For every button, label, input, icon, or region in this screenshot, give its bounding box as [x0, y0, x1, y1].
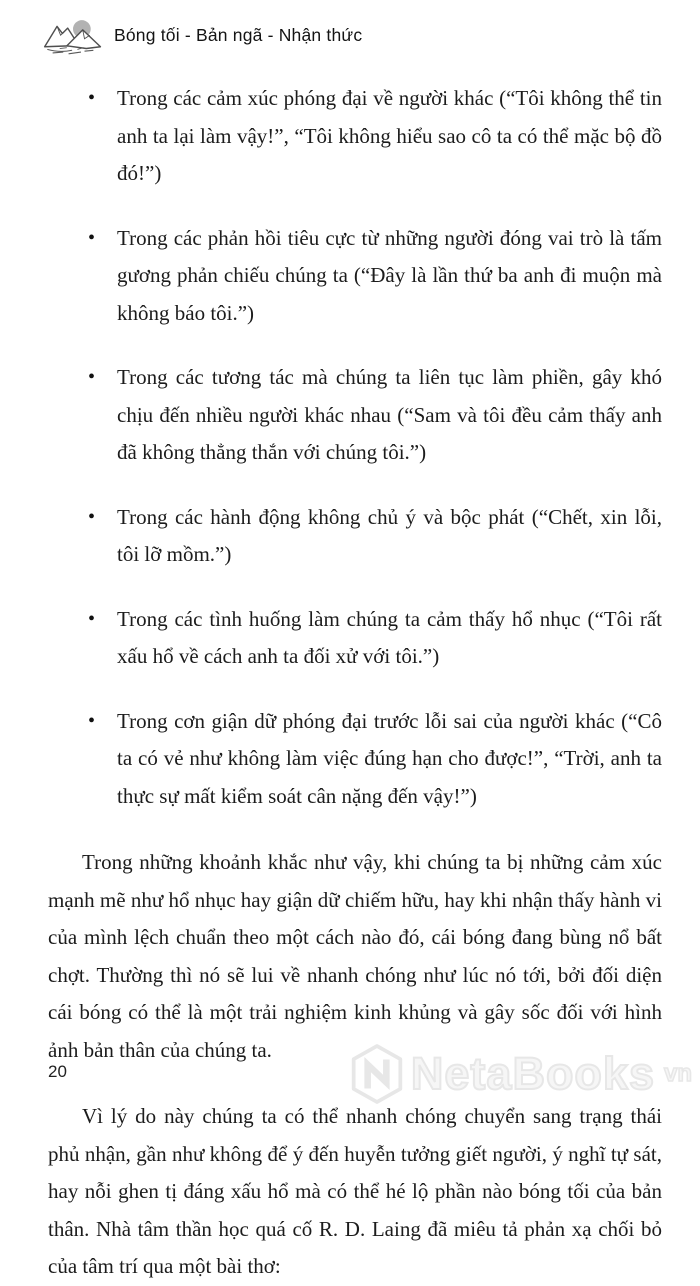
- bullet-icon: •: [88, 709, 96, 732]
- list-item: [48, 499, 662, 574]
- list-item: [48, 703, 662, 816]
- list-item-text: Trong các tình huống làm chúng ta cảm thấy hổ nhục (“Tôi rất xấu hổ về cách anh ta đối xử với tôi.”): [117, 606, 662, 668]
- bullet-icon: •: [88, 505, 96, 528]
- list-item-text: Trong các cảm xúc phóng đại về người khác (“Tôi không thể tin anh ta lại làm vậy!”, “Tôi không hiểu sao cô ta có thể mặc bộ đồ đó!”): [117, 86, 662, 185]
- bullet-list: [48, 80, 662, 815]
- page-number: 20: [48, 1062, 67, 1081]
- bullet-icon: •: [88, 607, 96, 630]
- mountain-sun-icon: [42, 14, 104, 60]
- body-paragraph: Vì lý do này chúng ta có thể nhanh chóng chuyển sang trạng thái phủ nhận, gần như không để ý đến huyễn tưởng giết người, ý nghĩ tự sát, hay nỗi ghen tị đáng xấu hổ mà có thể hé lộ phần nào bóng tối của bản thân. Nhà tâm thần học quá cố R. D. Laing đã miêu tả phản xạ chối bỏ của tâm trí qua một bài thơ:: [48, 1104, 662, 1278]
- list-item: [48, 80, 662, 193]
- watermark-suffix-text: vn: [663, 1060, 692, 1087]
- body-paragraph: Trong những khoảnh khắc như vậy, khi chúng ta bị những cảm xúc mạnh mẽ như hổ nhục hay giận dữ chiếm hữu, hay khi nhận thấy hành vi của mình lệch chuẩn theo một cách nào đó, cái bóng đang bùng nổ bất chợt. Thường thì nó sẽ lui về nhanh chóng như lúc nó tới, bởi đối diện cái bóng có thể là một trải nghiệm kinh khủng và gây sốc đối với hình ảnh bản thân của chúng ta.: [48, 850, 662, 1062]
- bullet-icon: •: [88, 87, 96, 109]
- watermark-brand-text: NetaBooks: [410, 1048, 655, 1099]
- bullet-icon: •: [88, 226, 96, 249]
- page-header: [42, 14, 362, 60]
- list-item: [48, 601, 662, 676]
- page-content: [48, 80, 662, 1286]
- chapter-title: Bóng tối - Bản ngã - Nhận thức: [114, 24, 363, 45]
- list-item-text: Trong các phản hồi tiêu cực từ những người đóng vai trò là tấm gương phản chiếu chúng ta (“Đây là lần thứ ba anh đi muộn mà không báo tôi.”): [117, 225, 662, 325]
- list-item: [48, 220, 662, 333]
- list-item-text: Trong các tương tác mà chúng ta liên tục làm phiền, gây khó chịu đến nhiều người khác nhau (“Sam và tôi đều cảm thấy anh đã không thẳng thắn với chúng tôi.”): [117, 365, 662, 464]
- list-item: [48, 359, 662, 472]
- bullet-icon: •: [88, 366, 96, 388]
- list-item-text: Trong cơn giận dữ phóng đại trước lỗi sai của người khác (“Cô ta có vẻ như không làm việc đúng hạn cho được!”, “Trời, anh ta thực sự mất kiểm soát cân nặng đến vậy!”): [117, 708, 662, 808]
- list-item-text: Trong các hành động không chủ ý và bộc phát (“Chết, xin lỗi, tôi lỡ mồm.”): [117, 504, 662, 566]
